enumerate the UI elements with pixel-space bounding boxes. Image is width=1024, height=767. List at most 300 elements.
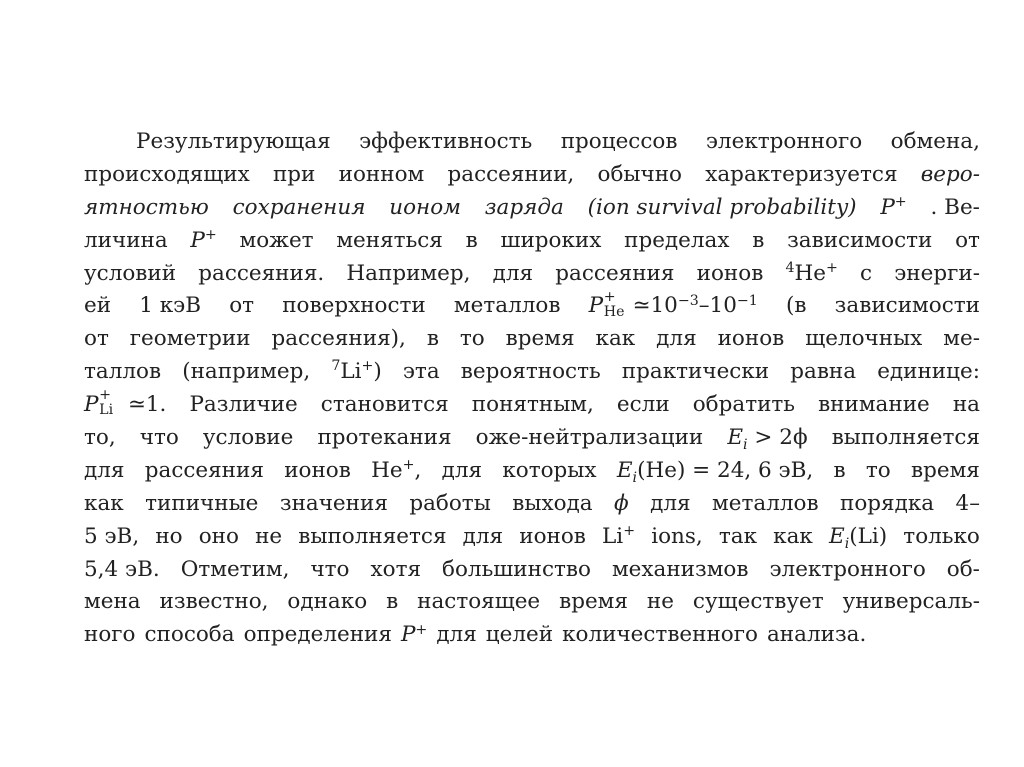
word (339, 159, 425, 192)
word (182, 356, 310, 389)
word (894, 258, 980, 291)
word-text: время (559, 589, 628, 615)
word-text: 5 эВ, (84, 523, 140, 549)
word-text: Например, (346, 260, 471, 286)
word-text: протекания (317, 425, 452, 451)
word (199, 521, 239, 554)
word (84, 488, 124, 521)
word-text: не (255, 523, 283, 549)
word (84, 554, 160, 587)
word-text: время (910, 457, 980, 483)
word-text: (ion survival probability) (587, 194, 857, 220)
word-text: обычно (597, 161, 682, 187)
word (84, 290, 111, 323)
word-text: что (310, 556, 350, 582)
word (371, 554, 422, 587)
word-text: не (646, 589, 674, 615)
word-text: для (656, 326, 697, 352)
superscript: + (623, 522, 636, 539)
word-text: выполняется (298, 523, 447, 549)
word-text: (в (786, 293, 807, 319)
word-text: при (272, 161, 316, 187)
subscript: i (844, 535, 850, 552)
math-text: ≃1. (121, 392, 167, 418)
math-symbol: P (190, 227, 205, 253)
word (493, 258, 533, 291)
word (506, 323, 575, 356)
word-text: электронного (705, 129, 863, 154)
word (371, 455, 421, 488)
word (718, 323, 785, 356)
word (840, 488, 934, 521)
word-text: металлов (453, 293, 561, 319)
word-text: процессов (560, 129, 678, 154)
text-line (84, 192, 980, 225)
text-line (84, 159, 980, 192)
math-text: ) (373, 359, 382, 385)
word (463, 521, 503, 554)
text-line (84, 389, 980, 422)
math-symbol: E (616, 457, 633, 483)
superscript: + (603, 288, 616, 305)
word (559, 586, 628, 619)
word-text: эта (402, 359, 440, 385)
word-text: порядка (840, 490, 935, 516)
word-text: способа (144, 622, 235, 648)
word-text: ions, (651, 523, 703, 549)
word-text: 5,4 эВ. (84, 556, 160, 582)
word (460, 323, 485, 356)
word (903, 521, 980, 554)
word (181, 554, 290, 587)
word-text: оже-нейтрализации (475, 425, 704, 451)
word (617, 389, 670, 422)
math-text: > 2ϕ (747, 425, 808, 451)
word-text: вероятность (460, 359, 601, 385)
word-text: универсаль- (842, 589, 980, 615)
text-line (84, 126, 980, 159)
word-text: существует (692, 589, 824, 615)
subscript: i (743, 436, 748, 453)
sub-superscript (98, 387, 121, 419)
word-text: меняться (336, 227, 443, 253)
word-text: значения (279, 490, 388, 516)
word-text: практически (621, 359, 770, 385)
word (891, 126, 980, 159)
word-text: от (229, 293, 255, 319)
word (84, 422, 116, 455)
word (693, 389, 795, 422)
word-text: происходящих (84, 161, 250, 187)
text-paragraph (84, 126, 980, 652)
word (476, 422, 704, 455)
word-text: характеризуется (705, 161, 898, 187)
word (786, 290, 807, 323)
math-text: ≃10 (625, 293, 678, 319)
word-text: щелочных (805, 326, 923, 352)
word-text: выполняется (831, 425, 980, 451)
word-text: заряда (484, 194, 564, 220)
word (244, 619, 392, 652)
word-text: целей (485, 622, 554, 648)
word (706, 126, 862, 159)
word (139, 290, 201, 323)
word-text: условие (202, 425, 294, 451)
superscript: 4 (785, 259, 795, 276)
word (145, 619, 235, 652)
superscript: + (894, 193, 907, 210)
word-text: широких (500, 227, 602, 253)
word-text: в (426, 326, 439, 352)
word-text: Результирующая (136, 129, 331, 154)
word-text: зависимости (834, 293, 980, 319)
word-text: которых (502, 457, 597, 483)
word-text: количественного (562, 622, 758, 648)
word-text: так (718, 523, 758, 549)
word (84, 356, 161, 389)
word-text: личина (84, 227, 168, 253)
word (651, 521, 703, 554)
word-text: настоящее (417, 589, 541, 615)
word (160, 586, 269, 619)
word-text: . Ве- (930, 194, 980, 220)
word (921, 159, 980, 192)
word (787, 225, 932, 258)
word (705, 159, 897, 192)
word (84, 455, 124, 488)
word-text: ме- (943, 326, 980, 352)
word-text: время (505, 326, 575, 352)
word-text: механизмов (611, 556, 749, 582)
superscript: + (415, 621, 428, 638)
text-line (84, 619, 980, 652)
math-symbol: E (828, 523, 845, 549)
word (624, 225, 729, 258)
word-text: 1 кэВ (139, 293, 202, 319)
word (598, 159, 683, 192)
word-text: в (833, 457, 846, 483)
word (955, 225, 980, 258)
word-text: для (441, 457, 483, 483)
word (785, 258, 837, 291)
word-text: то (865, 457, 891, 483)
word (866, 455, 891, 488)
word (911, 455, 980, 488)
word-text: обратить (692, 392, 796, 418)
word (401, 619, 427, 652)
word-text: от (84, 326, 109, 352)
math-symbol: E (727, 425, 744, 451)
word-text: об- (946, 556, 980, 582)
word-text: как (773, 523, 813, 549)
word (346, 258, 470, 291)
word-text: известно, (159, 589, 269, 615)
word (697, 258, 764, 291)
word-text: однако (287, 589, 368, 615)
word (943, 323, 980, 356)
math-text: (He) = 24, 6 эВ, (637, 457, 814, 483)
subscript: Li (99, 402, 114, 419)
word (693, 586, 824, 619)
word (403, 356, 440, 389)
word-text: внимание (818, 392, 930, 418)
math-text: , (414, 457, 422, 483)
word-text: равна (790, 359, 857, 385)
word (773, 521, 813, 554)
word-text: поверхности (282, 293, 426, 319)
word (947, 554, 980, 587)
word (321, 389, 449, 422)
word (472, 389, 594, 422)
word (486, 619, 553, 652)
word (389, 192, 461, 225)
math-text: –10 (698, 293, 737, 319)
word (282, 290, 426, 323)
word-text: условий (84, 260, 177, 286)
word (752, 225, 764, 258)
superscript: −3 (677, 292, 699, 309)
word-text: энерги- (894, 260, 980, 286)
word-text: хотя (370, 556, 422, 582)
word (84, 258, 176, 291)
word (442, 554, 591, 587)
word (417, 586, 540, 619)
word-text: металлов (712, 490, 819, 516)
word-text: ионов (717, 326, 785, 352)
word-text: как (84, 490, 124, 516)
word (436, 619, 476, 652)
word-text: если (616, 392, 670, 418)
word (461, 356, 601, 389)
word-text: единице: (877, 359, 980, 385)
word (829, 521, 887, 554)
word-text: рассеяния), (271, 326, 406, 352)
word (447, 159, 574, 192)
math-symbol: P (588, 293, 604, 319)
word-text: ятностью (84, 194, 209, 220)
word (647, 586, 674, 619)
word (588, 192, 857, 225)
word-text: эффективность (359, 129, 533, 154)
word (442, 455, 482, 488)
word-text: для (462, 523, 504, 549)
word (622, 356, 769, 389)
word (770, 554, 926, 587)
word-text: Отметим, (180, 556, 290, 582)
word (287, 586, 367, 619)
word (145, 488, 258, 521)
word (596, 323, 636, 356)
word (386, 586, 398, 619)
word (84, 225, 168, 258)
word-text: большинство (442, 556, 591, 582)
text-line (84, 225, 980, 258)
word (84, 159, 250, 192)
word (255, 521, 282, 554)
word (589, 290, 758, 323)
word-text: рассеяния (144, 457, 264, 483)
word (136, 126, 331, 159)
superscript: 7 (331, 358, 341, 375)
word (502, 455, 596, 488)
word-text: только (903, 523, 980, 549)
word (273, 159, 315, 192)
sub-superscript (603, 288, 626, 320)
superscript: + (99, 387, 112, 404)
word-text: для (650, 490, 691, 516)
word-text: ионов (519, 523, 586, 549)
word (298, 521, 446, 554)
word (956, 488, 980, 521)
word-text: He (794, 260, 826, 286)
word-text: таллов (84, 359, 162, 385)
word (877, 356, 980, 389)
word (617, 455, 813, 488)
word (519, 521, 586, 554)
word-text: понятным, (471, 392, 594, 418)
word-text: от (955, 227, 980, 253)
word-text: He (371, 457, 403, 483)
word (834, 455, 846, 488)
word-text: становится (320, 392, 449, 418)
word-text: обмена, (890, 129, 980, 154)
word-text: для (492, 260, 534, 286)
word (805, 323, 922, 356)
word (767, 619, 866, 652)
word-text: пределах (624, 227, 730, 253)
word-text: что (139, 425, 179, 451)
word (145, 455, 264, 488)
word-text: ионном (338, 161, 425, 187)
word-text: выхода (512, 490, 593, 516)
word-text: Li (602, 523, 624, 549)
word-text: ного (84, 622, 136, 648)
word (880, 192, 906, 225)
word (454, 290, 561, 323)
word (84, 323, 109, 356)
word (233, 192, 366, 225)
word-text: ионов (696, 260, 764, 286)
word-text: зависимости (787, 227, 933, 253)
word-text: рассеяния (555, 260, 675, 286)
word (331, 356, 381, 389)
word-text: для (436, 622, 477, 648)
superscript: + (825, 259, 838, 276)
word (280, 488, 388, 521)
math-symbol: P (880, 194, 895, 220)
math-symbol: ϕ (614, 490, 629, 516)
word (832, 422, 980, 455)
word (712, 488, 819, 521)
word (155, 521, 182, 554)
word (317, 422, 451, 455)
math-symbol: P (400, 622, 416, 648)
text-line (84, 356, 980, 389)
word (336, 225, 443, 258)
word-text: (например, (182, 359, 311, 385)
text-line (84, 554, 980, 587)
word (727, 422, 807, 455)
word-text: на (952, 392, 980, 418)
word-text: определения (243, 622, 392, 648)
word-text: в (465, 227, 478, 253)
word (860, 258, 872, 291)
word (818, 389, 930, 422)
subscript: He (603, 303, 625, 320)
word (229, 290, 254, 323)
word (84, 192, 209, 225)
word-text: сохранения (232, 194, 366, 220)
word (561, 126, 678, 159)
text-line (84, 488, 980, 521)
word (84, 619, 135, 652)
word (310, 554, 349, 587)
text-line (84, 521, 980, 554)
word (140, 422, 179, 455)
word (500, 225, 601, 258)
word (612, 554, 749, 587)
word (190, 225, 216, 258)
word (656, 323, 696, 356)
word (240, 225, 314, 258)
math-text: (Li) (849, 523, 888, 549)
word-text: оно (198, 523, 239, 549)
word (284, 455, 351, 488)
word-text: Различие (189, 392, 298, 418)
word-text: в (752, 227, 765, 253)
word (614, 488, 629, 521)
word-text: анализа. (766, 622, 867, 648)
word (203, 422, 293, 455)
word-text: ей (84, 293, 112, 319)
word-text: ионом (389, 194, 461, 220)
word (512, 488, 592, 521)
word (953, 389, 980, 422)
word (719, 521, 757, 554)
superscript: + (204, 226, 217, 243)
word (843, 586, 980, 619)
word (271, 323, 405, 356)
text-line (84, 258, 980, 291)
word-text: работы (409, 490, 491, 516)
word-text: то, (84, 425, 116, 451)
word (562, 619, 758, 652)
word-text: мена (84, 589, 141, 615)
word (650, 488, 690, 521)
word (130, 323, 251, 356)
word (466, 225, 478, 258)
word-text: то (459, 326, 485, 352)
word-text: типичные (145, 490, 259, 516)
word-text: рассеяния. (198, 260, 325, 286)
word (602, 521, 635, 554)
word (930, 192, 979, 225)
word-text: рассеянии, (447, 161, 575, 187)
word-text: Li (340, 359, 362, 385)
text-line (84, 323, 980, 356)
word (409, 488, 490, 521)
word (790, 356, 856, 389)
word (359, 126, 532, 159)
word (485, 192, 564, 225)
word-text: может (239, 227, 314, 253)
text-line (84, 290, 980, 323)
word (189, 389, 297, 422)
word-text: для (84, 457, 125, 483)
superscript: + (402, 457, 415, 474)
word-text: веро- (920, 161, 980, 187)
word (84, 586, 141, 619)
